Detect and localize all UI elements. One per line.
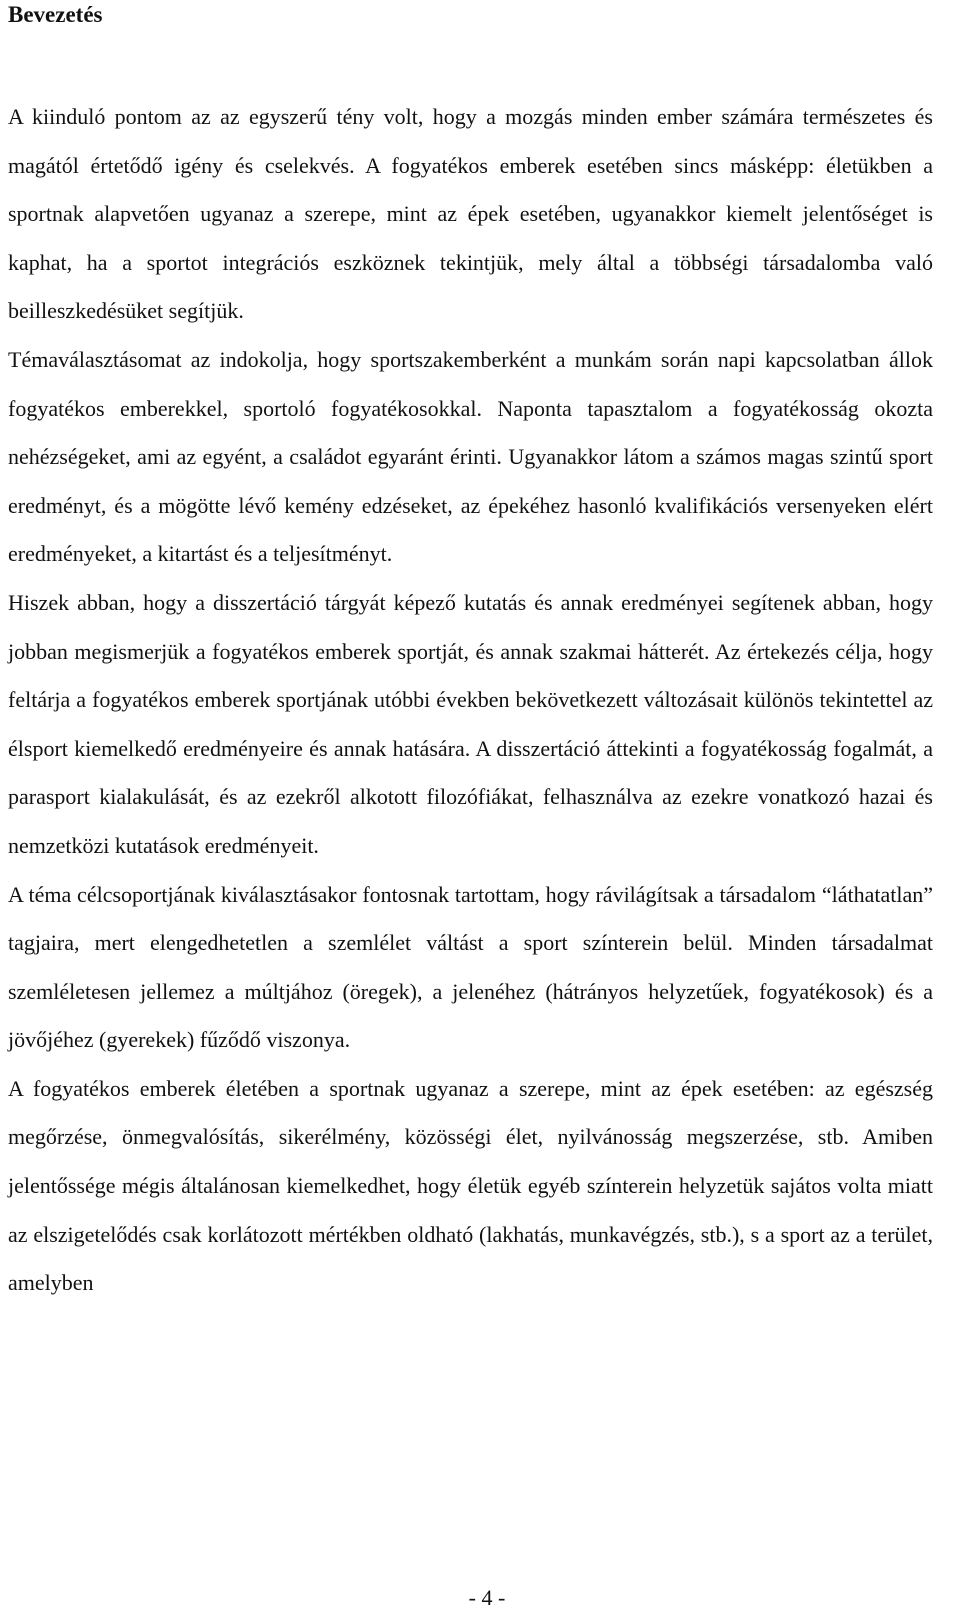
page-number-footer: [0, 1585, 960, 1611]
paragraph-4: A téma célcsoportjának kiválasztásakor fontosnak tartottam, hogy rávilágítsak a társadalom “láthatatlan” tagjaira, mert elengedhetetlen a szemlélet váltást a sport színterein belül. Minden társadalmat szemléletesen jellemez a múltjához (öregek), a jelenéhez (hátrányos helyzetűek, fogyatékosok) és a jövőjéhez (gyerekek) fűződő viszonya.: [8, 881, 933, 1053]
paragraph-3: Hiszek abban, hogy a disszertáció tárgyát képező kutatás és annak eredményei segítenek abban, hogy jobban megismerjük a fogyatékos emberek sportját, és annak szakmai hátterét. Az értekezés célja, hogy feltárja a fogyatékos emberek sportjának utóbbi években bekövetkezett változásait különös tekintettel az élsport kiemelkedő eredményeire és annak hatására. A disszertáció áttekinti a fogyatékosság fogalmát, a parasport kialakulását, és az ezekről alkotott filozófiákat, felhasználva az ezekre vonatkozó hazai és nemzetközi kutatások eredményeit.: [8, 589, 933, 858]
paragraph-2: Témaválasztásomat az indokolja, hogy sportszakemberként a munkám során napi kapcsolatban állok fogyatékos emberekkel, sportoló fogyatékosokkal. Naponta tapasztalom a fogyatékosság okozta nehézségeket, ami az egyént, a családot egyaránt érinti. Ugyanakkor látom a számos magas szintű sport eredményt, és a mögötte lévő kemény edzéseket, az épekéhez hasonló kvalifikációs versenyeken elért eredményeket, a kitartást és a teljesítményt.: [8, 346, 933, 567]
page-number: - 4 -: [468, 1585, 506, 1610]
document-page: [8, 0, 933, 1308]
paragraph-1: A kiinduló pontom az az egyszerű tény volt, hogy a mozgás minden ember számára természetes és magától értetődő igény és cselekvés. A fogyatékos emberek esetében sincs másképp: életükben a sportnak alapvetően ugyanaz a szerepe, mint az épek esetében, ugyanakkor kiemelt jelentőséget is kaphat, ha a sportot integrációs eszköznek tekintjük, mely által a többségi társadalomba való beilleszkedésüket segítjük.: [8, 104, 933, 324]
paragraph-5: A fogyatékos emberek életében a sportnak ugyanaz a szerepe, mint az épek esetében: az egészség megőrzése, önmegvalósítás, sikerélmény, közösségi élet, nyilvánosság megszerzése, stb. Amiben jelentőssége mégis általánosan kiemelkedhet, hogy életük egyéb színterein helyzetük sajátos volta miatt az elszigetelődés csak korlátozott mértékben oldható (lakhatás, munkavégzés, stb.), s a sport az a terület, amelyben: [8, 1075, 933, 1296]
section-heading: Bevezetés: [8, 2, 103, 27]
body-text: [8, 93, 933, 1308]
